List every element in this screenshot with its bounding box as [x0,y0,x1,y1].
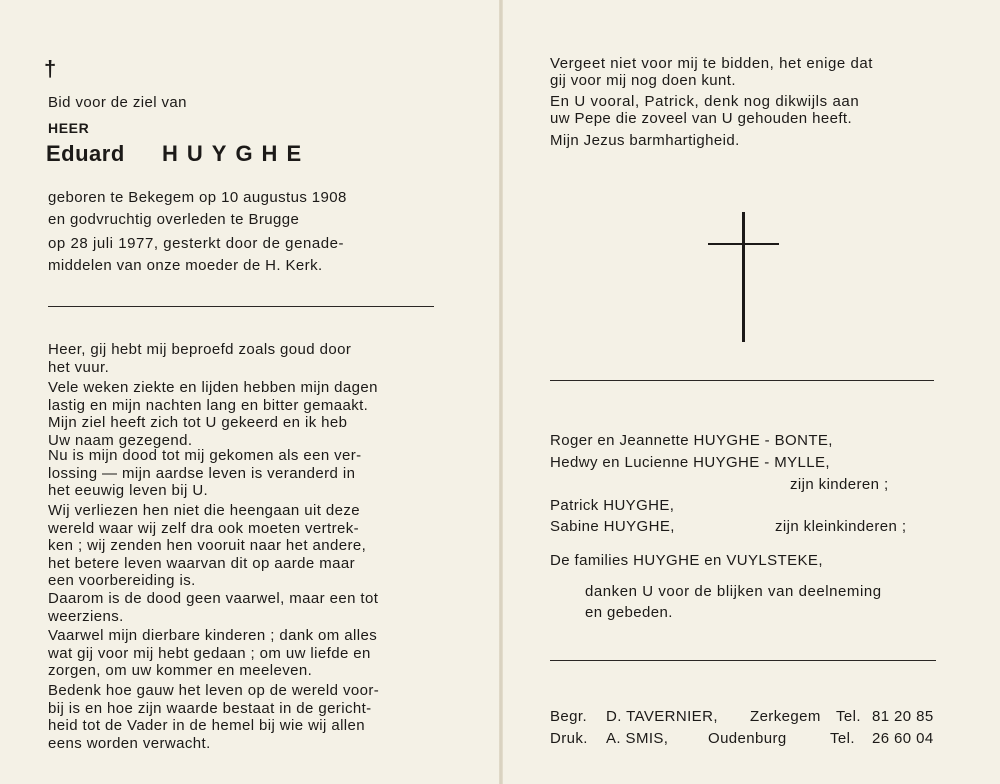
bio-line: op 28 juli 1977, gesterkt door de genade- [48,235,345,252]
footer-tel: 26 60 04 [872,730,934,747]
text-line: Mijn ziel heeft zich tot U gekeerd en ik heb [48,414,348,431]
text-line: Heer, gij hebt mij beproefd zoals goud door [48,341,352,358]
text-line: ken ; wij zenden hen vooruit naar het andere, [48,537,367,554]
left-page [0,0,499,784]
prayer-line: gij voor mij nog doen kunt. [550,72,736,89]
footer-role: Druk. [550,730,588,747]
text-line: Daarom is de dood geen vaarwel, maar een tot [48,590,379,607]
cross-icon: † [44,56,57,81]
divider [550,380,934,381]
footer-role: Begr. [550,708,588,725]
footer-name: D. TAVERNIER, [606,708,718,725]
paragraph-3 [48,447,436,500]
text-line: wat gij voor mij hebt gedaan ; om uw liefde en [48,644,371,662]
paragraph-6 [48,627,436,680]
prayer-line: uw Pepe die zoveel van U gehouden heeft. [550,110,853,127]
large-cross-icon [742,212,745,342]
first-name: Eduard [46,141,125,166]
grandchildren-label: zijn kleinkinderen ; [775,518,907,535]
prayer-line: Vergeet niet voor mij te bidden, het enige dat [550,55,873,72]
text-line: Vaarwel mijn dierbare kinderen ; dank om alles [48,627,378,644]
paragraph-4 [48,502,436,590]
text-line: het eeuwig leven bij U. [48,482,209,499]
text-line: Wij verliezen hen niet die heengaan uit deze [48,502,360,519]
thanks-line: en gebeden. [585,604,673,621]
children-label: zijn kinderen ; [790,476,889,493]
text-line: Nu is mijn dood tot mij gekomen als een ver- [48,447,362,464]
text-line: weerziens. [48,607,124,625]
text-line: zorgen, om uw kommer en meeleven. [48,662,313,679]
child-line: Roger en Jeannette HUYGHE - BONTE, [550,432,833,449]
paragraph-2 [48,379,436,449]
text-line: eens worden verwacht. [48,734,211,752]
footer-name: A. SMIS, [606,730,669,747]
title-heer: HEER [48,120,90,136]
footer-tel-label: Tel. [830,730,855,747]
text-line: Bedenk hoe gauw het leven op de wereld voor- [48,682,380,699]
thanks-line: danken U voor de blijken van deelneming [585,583,882,600]
intro-text: Bid voor de ziel van [48,94,187,111]
paragraph-5 [48,590,436,625]
text-line: het vuur. [48,358,110,376]
child-line: Hedwy en Lucienne HUYGHE - MYLLE, [550,454,830,471]
prayer-line: En U vooral, Patrick, denk nog dikwijls aan [550,93,860,110]
text-line: wereld waar wij zelf dra ook moeten vertrek- [48,519,360,537]
text-line: Uw naam gezegend. [48,431,193,449]
grandchild-line: Sabine HUYGHE, [550,518,675,535]
text-line: lossing — mijn aardse leven is veranderd in [48,464,356,482]
footer-place: Zerkegem [750,708,821,725]
large-cross-bar [708,243,779,245]
paragraph-7 [48,682,436,752]
text-line: lastig en mijn nachten lang en bitter gemaakt. [48,396,369,414]
text-line: heid tot de Vader in de hemel bij wie wij allen [48,717,366,734]
text-line: het betere leven waarvan dit op aarde maar [48,554,355,572]
divider [48,306,434,307]
bio-line: middelen van onze moeder de H. Kerk. [48,257,323,274]
bio-line: en godvruchtig overleden te Brugge [48,211,300,228]
text-line: Vele weken ziekte en lijden hebben mijn dagen [48,379,378,396]
prayer-line: Mijn Jezus barmhartigheid. [550,132,740,149]
footer-place: Oudenburg [708,730,787,747]
paragraph-1 [48,341,436,376]
right-page [503,0,1000,784]
bio-line: geboren te Bekegem op 10 augustus 1908 [48,189,347,206]
text-line: bij is en hoe zijn waarde bestaat in de gericht- [48,699,372,717]
families-line: De families HUYGHE en VUYLSTEKE, [550,552,823,569]
grandchild-line: Patrick HUYGHE, [550,497,675,514]
divider [550,660,936,661]
footer-tel: 81 20 85 [872,708,934,725]
footer-tel-label: Tel. [836,708,861,725]
surname: HUYGHE [162,141,311,166]
text-line: een voorbereiding is. [48,572,196,589]
